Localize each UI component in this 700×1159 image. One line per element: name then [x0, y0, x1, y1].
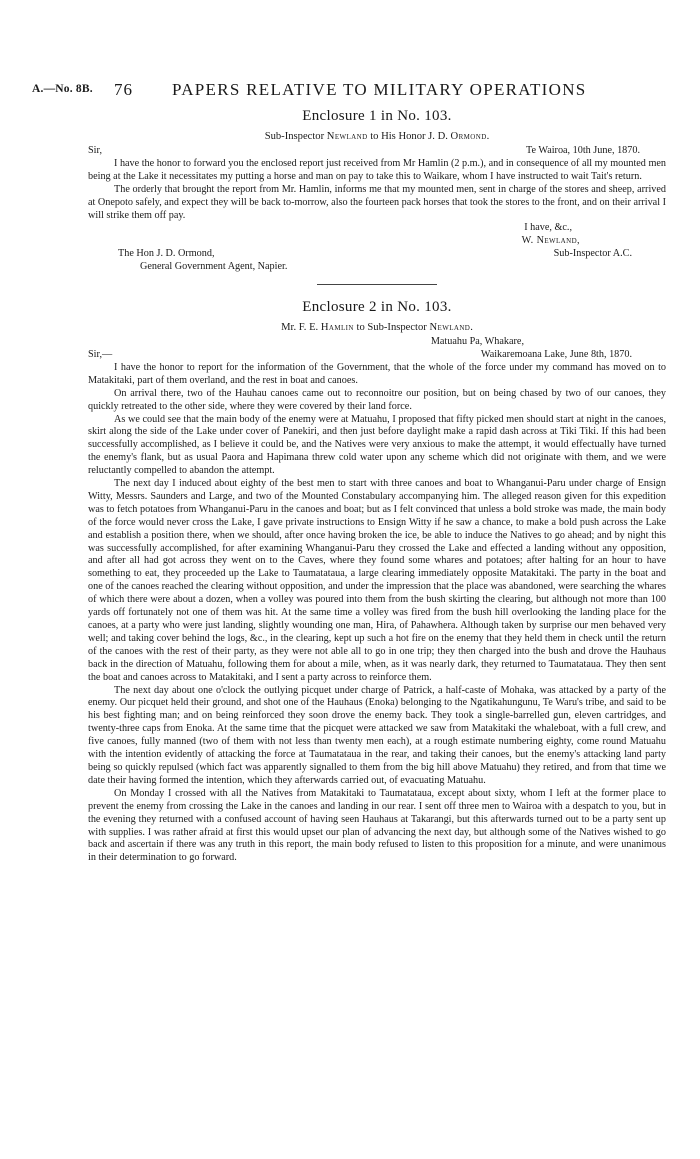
paragraph: I have the honor to forward you the enclosed report just received from Mr Hamlin (2 p.m.), and in consequence of all my mounted men being at the Lake it necessitates my putting a horse and man on pay to take this to Waikare, whom I have instructed to wait Tait's return. [88, 157, 666, 182]
to-suffix: . [486, 131, 490, 142]
document-reference: A.—No. 8B. [32, 83, 93, 95]
enclosure-1-dateline [88, 145, 666, 158]
recipient-name: Ormond [450, 131, 487, 142]
signature [88, 235, 666, 248]
recipient-name: Newland [429, 322, 471, 334]
section-divider [317, 284, 437, 285]
place-line: Matuahu Pa, Whakare, [430, 336, 524, 348]
paragraph: As we could see that the main body of the enemy were at Matuahu, I proposed that fifty picked men should start at night in the canoes, skirt along the side of the Lake under cover of Panekiri, and then just before daylight make a rapid dash across at Tiki Tiki. If this had been successfully accomplished, as I believe it could be, and the Natives were very anxious to make the attempt, it would effectually have turned the enemy's flank, but as usual Paora and Hapimana threw cold water upon any scheme which did not originate with them, and we were reluctantly compelled to abandon the attempt. [88, 413, 666, 477]
enclosure-2 [88, 297, 666, 865]
enclosure-1-title: Enclosure 1 in No. 103. [302, 108, 452, 124]
enclosure-2-dateline [88, 349, 666, 362]
running-title: PAPERS RELATIVE TO MILITARY OPERATIONS [172, 80, 587, 99]
enclosure-1-correspondents [88, 130, 666, 143]
paragraph: On Monday I crossed with all the Natives from Matakitaki to Taumatataua, except about sixty, whom I left at the former place to prevent the enemy from crossing the Lake in the canoes and landing in our rear. I sent off three men to Wairoa with a despatch to you, but in the evening they returned with a confused account of having seen Hauhaus at Takarangi, but this afterwards turned out to be a party sent up with supplies. I was rather afraid at first this would upset our plan of advancing the next day, but although some of the Natives wished to go back and ascertain if there was any truth in this report, the main body refused to listen to this proposition for a minute, and were unanimous in their determination to go forward. [88, 787, 666, 864]
addressee-title: General Government Agent, Napier. [140, 261, 288, 273]
paragraph: The next day I induced about eighty of the best men to start with three canoes and boat to Whanganui-Paru under charge of Ensign Witty, Messrs. Saunders and Large, and two of the Mounted Constabulary accompanying him. The alleged reason given for this expedition was to fetch potatoes from Whanganui-Paru in the canoes and boat; but as I felt convinced that unless a bold stroke was made, the main body of the force would never cross the Lake, I gave private instructions to Ensign Witty if he saw a chance, to make a bold push across the Lake and establish a position there, when we should, after once having broken the ice, be able to induce the Natives to go ahead; and by night this was successfully accomplished, for after examining Whanganui-Paru they crossed the Lake and effected a landing without any opposition, and after all had got across they went on to the Caves, where they found some whares and potatoes; after halting for an hour to have something to eat, they proceeded up the Lake to Taumatataua, a large clearing immediately opposite Matakitaki. The party in the boat and one of the canoes reached the clearing without opposition, and under the impression that the place was abandoned, were searching the whares of which there were about a dozen, when a volley was poured into them from the bush skirting the clearing, but although not more than 100 yards off fortunately not one of them was hit. At the same time a volley was fired from the bush hill overlooking the landing place for the canoes, at a party who were just landing, slightly wounding one man, Hira, of Pahawhera. Although taken by surprise our men behaved very well; and taking cover behind the logs, &c., in the clearing, kept up such a hot fire on the enemy that they held them in check until the return of the canoes with the rest of their party, as they were not able all to go in one trip; they then charged into the bush and drove the Hauhaus back in the direction of Matuahu, following them for about a mile, when, as it was nearly dark, they returned to Taumatataua. They then sent the boat and canoes across to Matakitaki, and I sent a party across to reinforce them. [88, 478, 666, 683]
page-number: 76 [114, 80, 133, 99]
enclosure-2-correspondents [88, 321, 666, 334]
from-prefix: Sub-Inspector [264, 131, 327, 142]
addressee: The Hon J. D. Ormond, [118, 248, 215, 260]
salutation: Sir,— [88, 348, 113, 360]
document-body [88, 106, 666, 865]
sender-name: Hamlin [320, 322, 354, 334]
place-date: Waikaremoana Lake, June 8th, 1870. [480, 348, 632, 360]
paragraph: I have the honor to report for the information of the Government, that the whole of the force under my command has moved on to Matakitaki, part of them overland, and the rest in boat and canoes. [88, 361, 666, 386]
to-prefix: to His Honor J. D. [367, 131, 451, 142]
closing: I have, &c., [524, 222, 572, 234]
place-date: Te Wairoa, 10th June, 1870. [526, 145, 640, 156]
to-prefix: to Sub-Inspector [353, 322, 430, 334]
from-prefix: Mr. F. E. [281, 322, 321, 334]
salutation: Sir, [88, 145, 103, 156]
to-suffix: . [470, 322, 473, 334]
addressee-row [88, 248, 666, 261]
paragraph: The next day about one o'clock the outlying picquet under charge of Patrick, a half-caste of Mohaka, was attacked by a party of the enemy. Our picquet held their ground, and shot one of the Hauhaus (Enoka) belonging to the Ngatikahungunu, Te Waru's tribe, and said to be his best fighting man; and on being reinforced they soon drove the enemy back. They took a single-barrelled gun, eleven cartridges, and twenty-three caps from Enoka. At the same time that the picquet were attacked we saw from Matakitaki the whaleboat, with a full crew, and five canoes, fully manned (two of them with not less than twenty men each), at a rough estimate numbering eighty, come round Matuahu with the intention evidently of attacking the force at Taumatataua in the rear, and taking their canoes, but the enemy's attacking land party being so quickly repulsed (which fact was apparently signalled to them from the big hill above Matuahu) they retired, and from that time we date their having formed the intention, which they afterwards carried out, of evacuating Matuahu. [88, 684, 666, 786]
sender-name: Newland [326, 131, 368, 142]
signature-name: W. Newland, [521, 235, 580, 247]
enclosure-2-title: Enclosure 2 in No. 103. [302, 299, 452, 316]
signature-title: Sub-Inspector A.C. [553, 248, 632, 260]
paragraph: On arrival there, two of the Hauhau canoes came out to reconnoitre our position, but on being chased by two of our canoes, they quickly retreated to the other side, where they were covered by their land force. [88, 387, 666, 412]
page-header [32, 80, 672, 104]
enclosure-1 [88, 106, 666, 274]
paragraph: The orderly that brought the report from Mr. Hamlin, informs me that my mounted men, sent in charge of the stores and sheep, arrived at Onepoto safely, and expect they will be back to-morrow, also the fourteen pack horses that took the stores to the front, and on their arrival I will strike them off pay. [88, 183, 666, 221]
